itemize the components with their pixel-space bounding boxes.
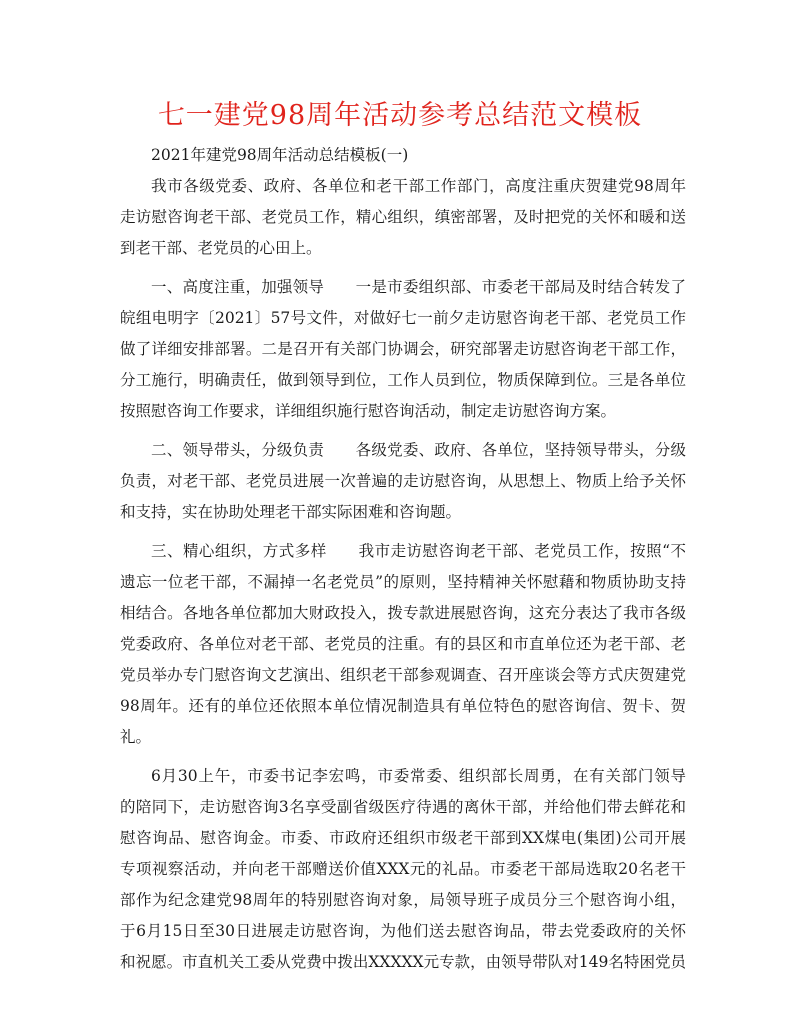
paragraph-5 xyxy=(120,761,686,978)
text-line: 负责，对老干部、老党员进展一次普遍的走访慰咨询，从思想上、物质上给予关怀 xyxy=(120,472,686,490)
text-line: 党委政府、各单位对老干部、老党员的注重。有的县区和市直单位还为老干部、老 xyxy=(120,635,686,653)
text-line: 专项视察活动，并向老干部赠送价值XXX元的礼品。市委老干部局选取20名老干 xyxy=(120,860,686,878)
paragraph-2 xyxy=(120,272,686,427)
text-line: 礼。 xyxy=(120,728,152,746)
text-line: 做了详细安排部署。二是召开有关部门协调会，研究部署走访慰咨询老干部工作， xyxy=(120,340,686,358)
text-line: 于6月15日至30日进展走访慰咨询，为他们送去慰咨询品，带去党委政府的关怀 xyxy=(120,922,686,940)
text-line: 分工施行，明确责任，做到领导到位，工作人员到位，物质保障到位。三是各单位 xyxy=(120,371,686,389)
text-line: 一、高度注重，加强领导 一是市委组织部、市委老干部局及时结合转发了 xyxy=(151,278,686,296)
text-line: 慰咨询品、慰咨询金。市委、市政府还组织市级老干部到XX煤电(集团)公司开展 xyxy=(120,829,686,847)
text-line: 和祝愿。市直机关工委从党费中拨出XXXXX元专款，由领导带队对149名特困党员 xyxy=(120,953,686,971)
text-line: 走访慰咨询老干部、老党员工作，精心组织，缜密部署，及时把党的关怀和暖和送 xyxy=(120,208,686,226)
text-line: 6月30上午，市委书记李宏鸣，市委常委、组织部长周勇，在有关部门领导 xyxy=(151,767,686,785)
text-line: 和支持，实在协助处理老干部实际困难和咨询题。 xyxy=(120,503,462,521)
text-line: 党员举办专门慰咨询文艺演出、组织老干部参观调查、召开座谈会等方式庆贺建党 xyxy=(120,666,686,684)
text-line: 遗忘一位老干部，不漏掉一名老党员”的原则，坚持精神关怀慰藉和物质协助支持 xyxy=(120,573,686,591)
document-body xyxy=(120,140,686,978)
text-line: 三、精心组织，方式多样 我市走访慰咨询老干部、老党员工作，按照“不 xyxy=(151,542,686,560)
text-line: 皖组电明字〔2021〕57号文件，对做好七一前夕走访慰咨询老干部、老党员工作 xyxy=(120,309,686,327)
text-line: 98周年。还有的单位还依照本单位情况制造具有单位特色的慰咨询信、贺卡、贺 xyxy=(120,697,686,715)
text-line: 按照慰咨询工作要求，详细组织施行慰咨询活动，制定走访慰咨询方案。 xyxy=(120,402,617,420)
paragraph-4 xyxy=(120,536,686,753)
text-line: 部作为纪念建党98周年的特别慰咨询对象，局领导班子成员分三个慰咨询小组， xyxy=(120,891,686,909)
document-subtitle: 2021年建党98周年活动总结模板(一) xyxy=(151,146,409,164)
text-line: 二、领导带头，分级负责 各级党委、政府、各单位，坚持领导带头，分级 xyxy=(151,441,686,459)
text-line: 相结合。各地各单位都加大财政投入，拨专款进展慰咨询，这充分表达了我市各级 xyxy=(120,604,686,622)
text-line: 的陪同下，走访慰咨询3名享受副省级医疗待遇的离休干部，并给他们带去鲜花和 xyxy=(120,798,686,816)
document-title: 七一建党98周年活动参考总结范文模板 xyxy=(157,100,643,131)
text-line: 我市各级党委、政府、各单位和老干部工作部门，高度注重庆贺建党98周年 xyxy=(151,177,686,195)
paragraph-1 xyxy=(120,171,686,264)
paragraph-3 xyxy=(120,435,686,528)
text-line: 到老干部、老党员的心田上。 xyxy=(120,239,322,257)
